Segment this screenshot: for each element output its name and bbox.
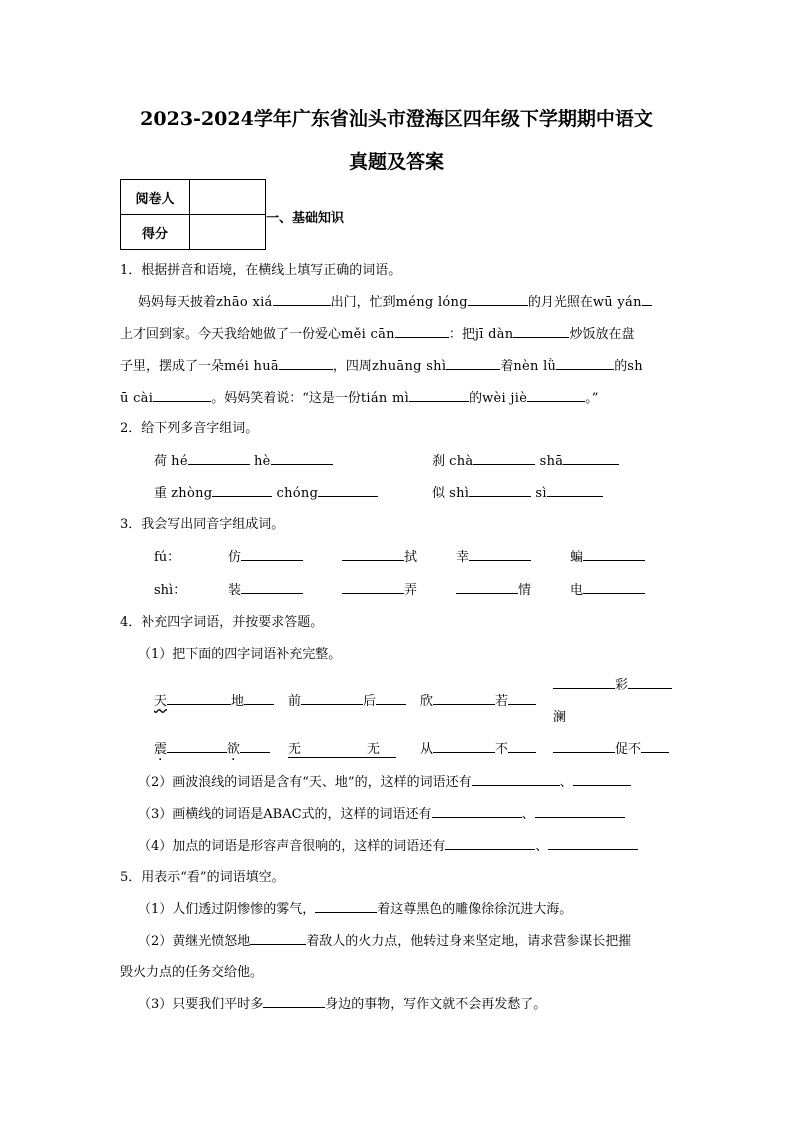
answer-blank[interactable] [279, 356, 333, 370]
answer-blank[interactable] [535, 804, 625, 818]
answer-blank[interactable] [167, 739, 227, 753]
answer-blank[interactable] [473, 451, 535, 465]
answer-blank[interactable] [432, 804, 522, 818]
q4-sub3: （3）画横线的词语是ABAC式的，这样的词语还有 、 [138, 803, 625, 822]
q4-idiom-1: 天 地 [154, 690, 274, 709]
answer-blank[interactable] [547, 483, 603, 497]
q3-shi-1: 装 [228, 579, 303, 598]
q2-si: 似 shì sì [432, 482, 603, 501]
answer-blank[interactable] [548, 836, 638, 850]
answer-blank[interactable] [527, 388, 585, 402]
document-title-line2: 真题及答案 [348, 151, 444, 173]
q4-idiom-7: 从 不 [420, 738, 536, 757]
q5-s3: （3）只要我们平时多 身边的事物，写作文就不会再发愁了。 [138, 993, 546, 1012]
q5-prompt: 5．用表示“看”的词语填空。 [120, 870, 285, 885]
answer-blank[interactable] [469, 547, 531, 561]
answer-blank[interactable] [446, 356, 500, 370]
q1-line1: 妈妈每天披着zhāo xiá 出门，忙到méng lóng 的月光照在wū yán [138, 291, 652, 310]
q3-fu-1: 仿 [228, 546, 303, 565]
answer-blank[interactable] [318, 483, 378, 497]
q3-fu-2: 拭 [342, 546, 417, 565]
q2-prompt: 2．给下列多音字组词。 [120, 421, 259, 436]
q4-sub2: （2）画波浪线的词语是含有“天、地”的，这样的词语还有 、 [138, 771, 631, 790]
answer-blank[interactable] [342, 547, 404, 561]
q5-s2: （2）黄继光愤怒地 着敌人的火力点，他转过身来坚定地，请求营参谋长把摧 [138, 930, 631, 949]
answer-blank[interactable] [153, 388, 211, 402]
q4-idiom-4: 彩 [553, 674, 672, 693]
reviewer-cell[interactable] [190, 180, 266, 215]
q3-shi-3: 情 [456, 579, 531, 598]
q1-line4: ū cài 。妈妈笑着说：“这是一份tián mì 的wèi jiè 。” [120, 387, 598, 406]
q3-shi-label: shì： [154, 583, 187, 598]
q1-prompt: 1．根据拼音和语境，在横线上填写正确的词语。 [120, 263, 402, 278]
answer-blank[interactable] [433, 691, 495, 705]
answer-blank[interactable] [342, 580, 404, 594]
answer-blank[interactable] [513, 324, 569, 338]
q4-sub1: （1）把下面的四字词语补充完整。 [138, 647, 342, 662]
answer-blank[interactable] [445, 836, 535, 850]
answer-blank[interactable] [469, 483, 531, 497]
q3-prompt: 3．我会写出同音字组成词。 [120, 517, 285, 532]
q4-sub4: （4）加点的词语是形容声音很响的，这样的词语还有 、 [138, 835, 638, 854]
answer-blank[interactable] [263, 994, 325, 1008]
q4-idiom-8: 促不 [553, 738, 669, 757]
q4-prompt: 4．补充四字词语，并按要求答题。 [120, 615, 324, 630]
score-cell[interactable] [190, 215, 266, 250]
q2-zhong: 重 zhòng chóng [154, 482, 378, 501]
score-table [120, 179, 266, 250]
answer-blank[interactable] [212, 483, 272, 497]
q5-s2-cont: 毁火力点的任务交给他。 [120, 965, 264, 980]
q3-fu-4: 蝙 [570, 546, 645, 565]
answer-blank[interactable] [241, 547, 303, 561]
document-title-line1: 2023-2024学年广东省汕头市澄海区四年级下学期期中语文 [140, 108, 653, 130]
answer-blank[interactable] [315, 899, 377, 913]
q3-shi-2: 弄 [342, 579, 417, 598]
answer-blank[interactable] [250, 931, 306, 945]
q3-shi-4: 电 [570, 579, 645, 598]
q1-line2: 上才回到家。今天我给她做了一份爱心měi cān ：把jī dàn 炒饭放在盘 [120, 323, 634, 342]
answer-blank[interactable] [508, 691, 536, 705]
answer-blank[interactable] [641, 739, 669, 753]
q4-idiom-3: 欣 若 [420, 690, 536, 709]
answer-blank[interactable] [468, 292, 528, 306]
section-heading: 一、基础知识 [266, 211, 345, 226]
answer-blank[interactable] [553, 675, 615, 689]
answer-blank[interactable] [395, 324, 449, 338]
answer-blank[interactable] [301, 691, 363, 705]
answer-blank[interactable] [573, 772, 631, 786]
q4-idiom-6: 无 无 [288, 738, 396, 757]
q1-line3: 子里，摆成了一朵méi huā ，四周zhuāng shì 着nèn lǜ 的sh [120, 355, 643, 374]
q4-idiom-4-end: 澜 [553, 710, 567, 725]
q2-he: 荷 hé hè [154, 450, 333, 469]
answer-blank[interactable] [167, 691, 231, 705]
answer-blank[interactable] [240, 739, 270, 753]
answer-blank[interactable] [241, 580, 303, 594]
answer-blank[interactable] [456, 580, 518, 594]
q2-cha: 刹 chà shā [432, 450, 619, 469]
q5-s1: （1）人们透过阴惨惨的雾气， 着这尊黑色的雕像徐徐沉进大海。 [138, 898, 572, 917]
answer-blank[interactable] [376, 691, 406, 705]
answer-blank[interactable] [188, 451, 250, 465]
answer-blank[interactable] [563, 451, 619, 465]
answer-blank[interactable] [553, 739, 615, 753]
answer-blank[interactable] [642, 292, 652, 306]
answer-blank[interactable] [628, 675, 672, 689]
q4-idiom-5: 震 欲 [154, 738, 270, 757]
answer-blank[interactable] [244, 691, 274, 705]
answer-blank[interactable] [271, 451, 333, 465]
score-label: 得分 [121, 215, 190, 250]
answer-blank[interactable] [556, 356, 614, 370]
answer-blank[interactable] [433, 739, 495, 753]
q3-fu-label: fú： [154, 550, 181, 565]
answer-blank[interactable] [273, 292, 331, 306]
q3-fu-3: 幸 [456, 546, 531, 565]
answer-blank[interactable] [583, 547, 645, 561]
answer-blank[interactable] [409, 388, 469, 402]
answer-blank[interactable] [472, 772, 560, 786]
q4-idiom-2: 前 后 [288, 690, 406, 709]
answer-blank[interactable] [508, 739, 536, 753]
answer-blank[interactable] [583, 580, 645, 594]
reviewer-label: 阅卷人 [121, 180, 190, 215]
